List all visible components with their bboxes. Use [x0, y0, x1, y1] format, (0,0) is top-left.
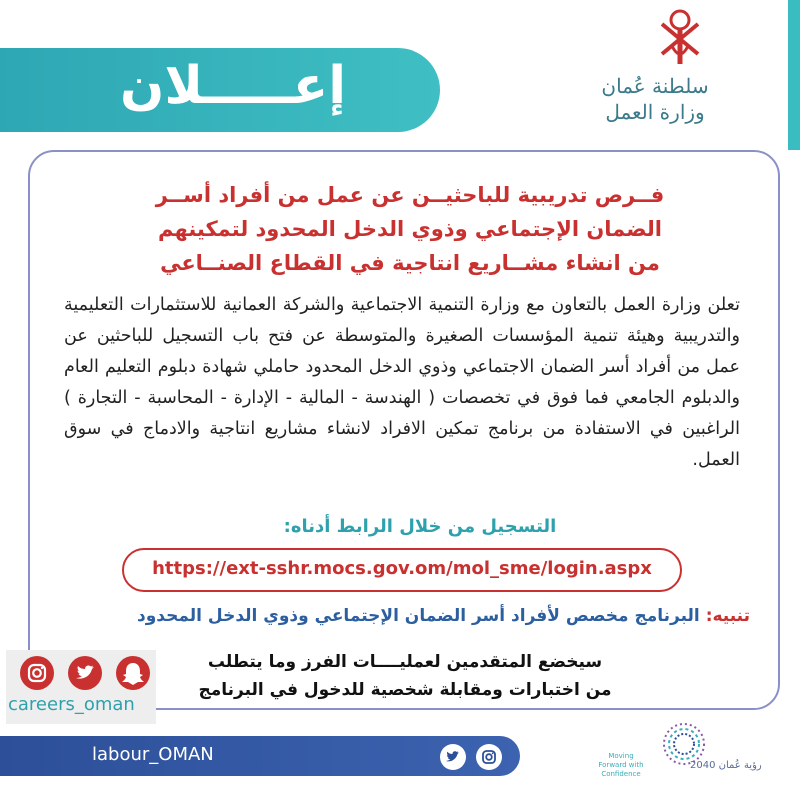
twitter-icon[interactable] — [68, 656, 102, 690]
vision-text: رؤية عُمان 2040 — [690, 760, 762, 771]
registration-link[interactable]: https://ext-sshr.mocs.gov.om/mol_sme/login.aspx — [152, 558, 652, 579]
snapchat-icon[interactable] — [116, 656, 150, 690]
notice-text: البرنامج مخصص لأفراد أسر الضمان الإجتماعي وذوي الدخل المحدود — [137, 606, 700, 626]
selection-note — [150, 648, 660, 704]
moving-forward-text: Moving Forward with Confidence — [598, 752, 644, 778]
headline-line: فــرص تدريبية للباحثيــن عن عمل من أفراد أســر — [155, 183, 665, 207]
announcement-body: تعلن وزارة العمل بالتعاون مع وزارة التنمية الاجتماعية والشركة العمانية للاستثمارات التعليمية والتدريبية وهيئة تنمية المؤسسات الصغيرة والمتوسطة عن فتح باب التسجيل للباحثين عن عمل من أفراد أسر الضمان الاجتماعي وذوي الدخل المحدود حاملي شهادة دبلوم التعليم العام والدبلوم الجامعي فما فوق في تخصصات ( الهندسة - المالية - الإدارة - المحاسبة - التجارة ) الراغبين في الاستفادة من برنامج تمكين الافراد لانشاء مشاريع انتاجية والادماج في سوق العمل. — [64, 295, 740, 470]
teal-edge — [788, 0, 800, 150]
instagram-icon[interactable] — [476, 744, 502, 770]
ministry-name-line1: سلطنة عُمان — [601, 74, 709, 98]
headline-line: من انشاء مشــاريع انتاجية في القطاع الصنــاعي — [160, 251, 660, 275]
careers-handle[interactable]: careers_oman — [8, 694, 135, 715]
ministry-name-line2: وزارة العمل — [605, 100, 705, 124]
headline-line: الضمان الإجتماعي وذوي الدخل المحدود لتمكينهم — [157, 217, 663, 241]
labour-handle[interactable]: labour_OMAN — [92, 744, 214, 765]
oman-emblem-icon — [654, 6, 706, 66]
register-label: التسجيل من خلال الرابط أدناه: — [283, 516, 557, 537]
twitter-icon[interactable] — [440, 744, 466, 770]
selection-line: سيخضع المتقدمين لعمليــــات الفرز وما يتطلب — [207, 652, 603, 672]
announcement-title: إعـــــلان — [120, 56, 347, 116]
notice-label: تنبيه: — [705, 606, 750, 626]
selection-line: من اختبارات ومقابلة شخصية للدخول في البرنامج — [198, 680, 612, 700]
headline — [90, 178, 730, 280]
notice — [100, 606, 750, 626]
instagram-icon[interactable] — [20, 656, 54, 690]
